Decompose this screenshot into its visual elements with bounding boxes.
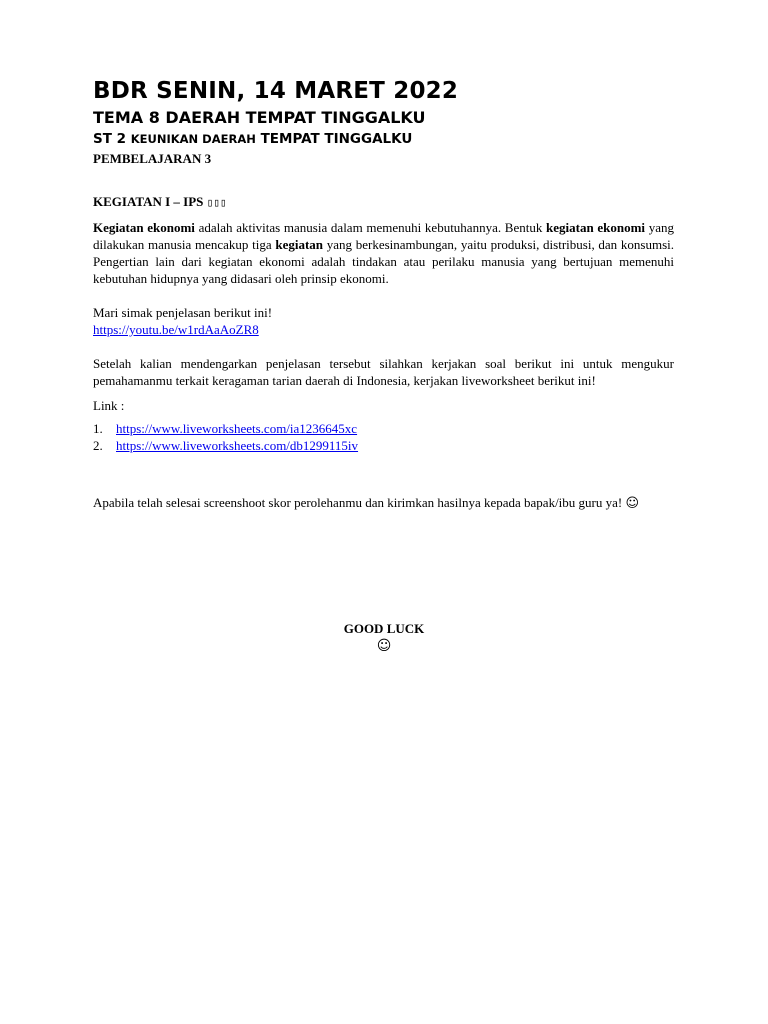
list-item: [93, 437, 674, 454]
subtheme-code: ST 2: [93, 131, 127, 147]
video-link-line: [93, 321, 674, 338]
activity-paragraph: [93, 219, 674, 287]
subtheme-heading: [93, 131, 674, 148]
list-number: 2.: [93, 438, 103, 453]
term-bold-1: Kegiatan ekonomi: [93, 220, 195, 235]
document-title: BDR SENIN, 14 MARET 2022: [93, 78, 459, 104]
smiley-icon: ☺: [625, 496, 640, 511]
worksheet-links-list: [93, 420, 674, 454]
theme-heading: TEMA 8 DAERAH TEMPAT TINGGALKU: [93, 108, 426, 127]
list-number: 1.: [93, 421, 103, 436]
closing-text: Apabila telah selesai screenshoot skor perolehanmu dan kirimkan hasilnya kepada bapak/ibu guru ya!: [93, 495, 623, 510]
paragraph-text-1: adalah aktivitas manusia dalam memenuhi kebutuhannya. Bentuk: [194, 220, 547, 235]
worksheet-link-2[interactable]: https://www.liveworksheets.com/db1299115iv: [116, 438, 359, 453]
instructions-paragraph: Setelah kalian mendengarkan penjelasan tersebut silahkan kerjakan soal berikut ini untuk mengukur pemahamanmu terkait keragaman tarian daerah di Indonesia, kerjakan liveworksheet berikut ini!: [93, 356, 674, 388]
link-label: Link :: [93, 398, 125, 413]
closing-paragraph: [93, 494, 674, 512]
activity-title-text: KEGIATAN I – IPS: [93, 194, 204, 209]
subtheme-rest: TEMPAT TINGGALKU: [260, 131, 413, 147]
term-bold-3: kegiatan: [275, 237, 324, 252]
good-luck-text: GOOD LUCK: [343, 621, 425, 636]
lesson-heading: PEMBELAJARAN 3: [93, 151, 212, 166]
paragraph-text-2: yang dilakukan manusia mencakup tiga: [93, 220, 674, 252]
missing-glyph-icons: ▯▯▯: [206, 196, 227, 209]
document-content: [93, 76, 674, 512]
subtheme-small: KEUNIKAN DAERAH: [130, 132, 256, 146]
smiley-icon: ☺: [376, 638, 392, 654]
activity-title: [93, 193, 674, 211]
list-item: [93, 420, 674, 437]
paragraph-text-3: yang berkesinambungan, yaitu produksi, distribusi, dan konsumsi. Pengertian lain dari kegiatan ekonomi adalah tindakan atau perilaku manusia yang bertujuan memenuhi kebutuhan hidupnya yang didasari oleh prinsip ekonomi.: [93, 237, 674, 286]
video-link[interactable]: https://youtu.be/w1rdAaAoZR8: [93, 322, 259, 337]
video-intro: Mari simak penjelasan berikut ini!: [93, 305, 273, 320]
good-luck-block: [0, 621, 768, 655]
term-bold-2: kegiatan ekonomi: [546, 220, 646, 235]
worksheet-link-1[interactable]: https://www.liveworksheets.com/ia1236645xc: [116, 421, 358, 436]
